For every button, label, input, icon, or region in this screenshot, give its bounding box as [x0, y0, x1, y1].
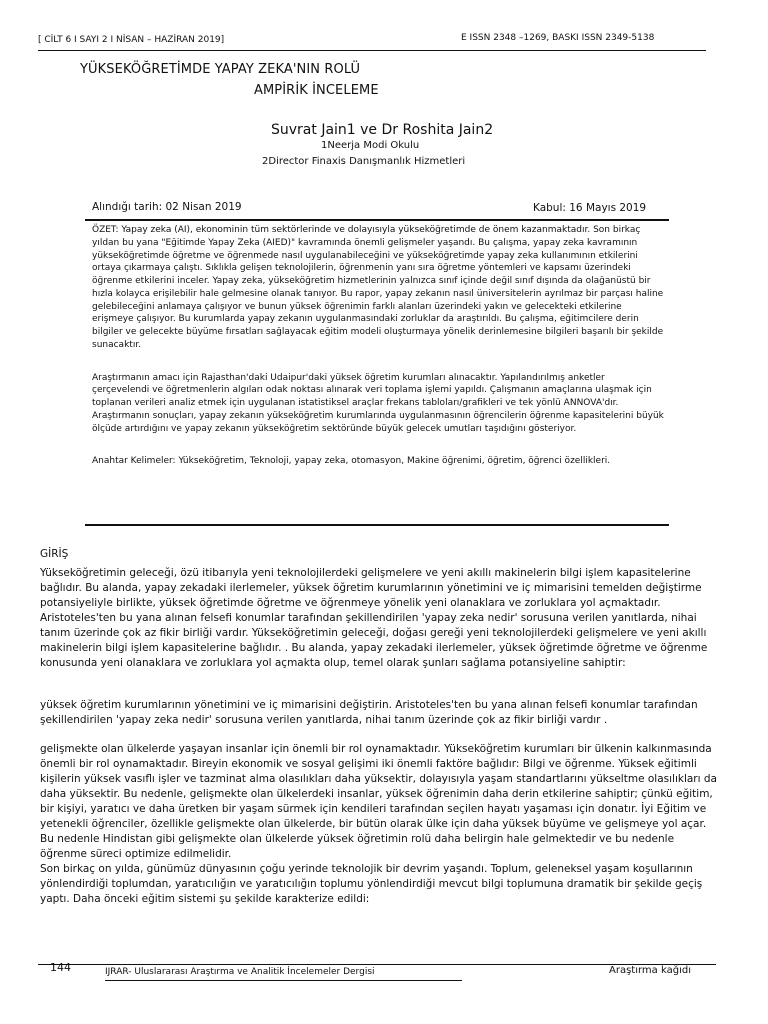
- accepted-date: Kabul: 16 Mayıs 2019: [533, 202, 647, 214]
- abstract: [92, 224, 664, 468]
- body-paragraph: Bu nedenle Hindistan gibi gelişmekte olan ülkelerde yüksek öğretimin rolü daha belirgin hale gelmektedir ve bu nedenle öğrenme süreci optimize edilmelidir.: [40, 833, 675, 860]
- received-date: Alındığı tarih: 02 Nisan 2019: [92, 201, 242, 213]
- footer-journal-underline: [105, 980, 462, 981]
- journal-name: IJRAR- Uluslararası Araştırma ve Analitik İncelemeler Dergisi: [105, 967, 375, 977]
- page-number: 144: [50, 961, 71, 974]
- paper-title-line1: YÜKSEKÖĞRETİMDE YAPAY ZEKA'NIN ROLÜ: [80, 62, 361, 77]
- abstract-paragraph: ÖZET: Yapay zeka (AI), ekonominin tüm sektörlerinde ve dolayısıyla yükseköğretimde de önem kazanmaktadır. Son birkaç yıldan bu yana "Eğitimde Yapay Zeka (AIED)" kavramında önemli gelişmeler yaşandı. Bu çalışma, yapay zeka kavramının yükseköğretimde öğretme ve öğrenmede nasıl uygulanabileceğini ve yükseköğretimde yapay zeka kullanımının etkilerini ortaya çıkarmaya çalıştı. Sıklıkla gelişen teknolojilerin, öğrenmenin yanı sıra öğretme yöntemleri ve kapsamı üzerindeki öğrenme etkilerini inceler. Yapay zeka, yükseköğretim hizmetlerinin yalnızca sınıf içinde değil sınıf dışında da olağanüstü bir hızla kolayca erişilebilir hale gelmesine olanak tanıyor. Bu rapor, yapay zekanın nasıl üniversitelerin ayrılmaz bir parçası haline gelebileceğini anlamaya çalışıyor ve bunun yüksek öğrenimin farklı alanları üzerindeki yakın ve gelecekteki etkilerine erişmeye çalışıyor. Bu kurumlarda yapay zekanın uygulanmasındaki zorluklar da araştırıldı. Bu çalışma, eğitimcilere derin bilgiler ve gelecekte büyüme fırsatları sağlayacak eğitim modeli oluşturmaya yönelik derinlemesine bilgileri başarılı bir şekilde sunacaktır.: [92, 225, 664, 350]
- keywords: Anahtar Kelimeler: Yükseköğretim, Teknoloji, yapay zeka, otomasyon, Makine öğrenimi, öğretim, öğrenci özellikleri.: [92, 456, 611, 467]
- body-paragraph: Yükseköğretimin geleceği, özü itibarıyla yeni teknolojilerdeki gelişmelere ve yeni akıllı makinelerin bilgi işlem kapasitelerine bağlıdır. Bu alanda, yapay zekadaki ilerlemeler, yüksek öğretim kurumlarının yönetimini ve iç mimarisini temelden değiştirme potansiyeliyle birlikte, yüksek öğretimde öğretme ve öğrenmeye yönelik yeni olanaklara ve zorluklara yol açmaktadır. Aristoteles'ten bu yana alınan felsefi konumlar tarafından şekillendirilen 'yapay zeka nedir' sorusuna verilen yanıtlarda, nihai tanım üzerinde çok az fikir birliği vardır. Yükseköğretimin geleceği, doğası gereği yeni teknolojilerdeki gelişmelere ve yeni akıllı makinelerin bilgi işlem kapasitelerine bağlıdır. . Bu alanda, yapay zekadaki ilerlemeler, yüksek öğretimde öğretme ve öğrenme konusunda yeni olanaklara ve zorluklara yol açmakta olup, temel olarak şunları sağlama potansiyeline sahiptir:: [40, 567, 708, 669]
- header-issn: E ISSN 2348 –1269, BASKI ISSN 2349-5138: [461, 33, 655, 43]
- abstract-top-rule: [85, 219, 669, 221]
- body-paragraph: Son birkaç on yılda, günümüz dünyasının çoğu yerinde teknolojik bir devrim yaşandı. Toplum, geleneksel yaşam koşullarının yönlendirdiği toplumdan, yaratıcılığın ve yaratıcılığın toplumu yönlendirdiği mevcut bilgi toplumuna dramatik bir şekilde geçiş yaptı. Daha önceki eğitim sistemi şu şekilde karakterize edildi:: [40, 863, 703, 905]
- article-type: Araştırma kağıdı: [609, 965, 691, 976]
- body-paragraph: yüksek öğretim kurumlarının yönetimini ve iç mimarisini değiştirin. Aristoteles'ten bu yana alınan felsefi konumlar tarafından şekillendirilen 'yapay zeka nedir' sorusuna verilen yanıtlarda, nihai tanım üzerinde çok az fikir birliği vardır .: [40, 699, 698, 726]
- section-heading: GİRİŞ: [40, 548, 69, 560]
- body-paragraph: gelişmekte olan ülkelerde yaşayan insanlar için önemli bir rol oynamaktadır. Yükseköğretim kurumları bir ülkenin kalkınmasında önemli bir rol oynamaktadır. Bireyin ekonomik ve sosyal gelişimi iki önemli faktöre bağlıdır: Bilgi ve öğrenme. Yüksek eğitimli kişilerin yüksek vasıflı işler ve tazminat alma olasılıkları daha yüksektir, dolayısıyla yaşam standartlarını yükseltme olasılıkları da daha yüksektir. Bu nedenle, gelişmekte olan ülkelerdeki insanlar, yüksek öğrenimin daha derin etkilerine sahiptir; çünkü eğitim, bir kişiyi, yaratıcı ve daha üretken bir yaşam sürmek için kendileri tarafından seçilen hayatı yaşaması için donatır. İyi Eğitim ve yetenekli öğrenciler, özellikle gelişmekte olan ülkelerde, bir bütün olarak ülke için daha yüksek büyüme ve gelişmeye yol açar.: [40, 743, 717, 830]
- abstract-paragraph: Araştırmanın amacı için Rajasthan'daki Udaipur'daki yüksek öğretim kurumları alınacaktır. Yapılandırılmış anketler çerçevelendi ve öğretmenlerin algıları odak noktası alınarak veri toplama işlemi yapıldı. Çalışmanın amaçlarına ulaşmak için toplanan verileri analiz etmek için uygulanan istatistiksel araçlar frekans tabloları/grafikleri ve tek yönlü ANNOVA'dır. Araştırmanın sonuçları, yapay zekanın yükseköğretim kurumlarında uygulanmasının öğrencilerin öğrenme kapasitelerini büyük ölçüde artırdığını ve yapay zekanın yükseköğretim sektöründe büyük gelecek umutları taşıdığını gösteriyor.: [92, 372, 664, 434]
- header-volume-info: [ CİLT 6 I SAYI 2 I NİSAN – HAZİRAN 2019]: [38, 35, 225, 45]
- paper-title-line2: AMPİRİK İNCELEME: [254, 83, 379, 98]
- header-rule: [38, 50, 706, 51]
- body-text: [40, 566, 720, 907]
- affiliation-2: 2Director Finaxis Danışmanlık Hizmetleri: [262, 156, 466, 167]
- authors: Suvrat Jain1 ve Dr Roshita Jain2: [271, 122, 494, 138]
- affiliation-1: 1Neerja Modi Okulu: [321, 140, 420, 151]
- abstract-bottom-rule: [85, 524, 669, 526]
